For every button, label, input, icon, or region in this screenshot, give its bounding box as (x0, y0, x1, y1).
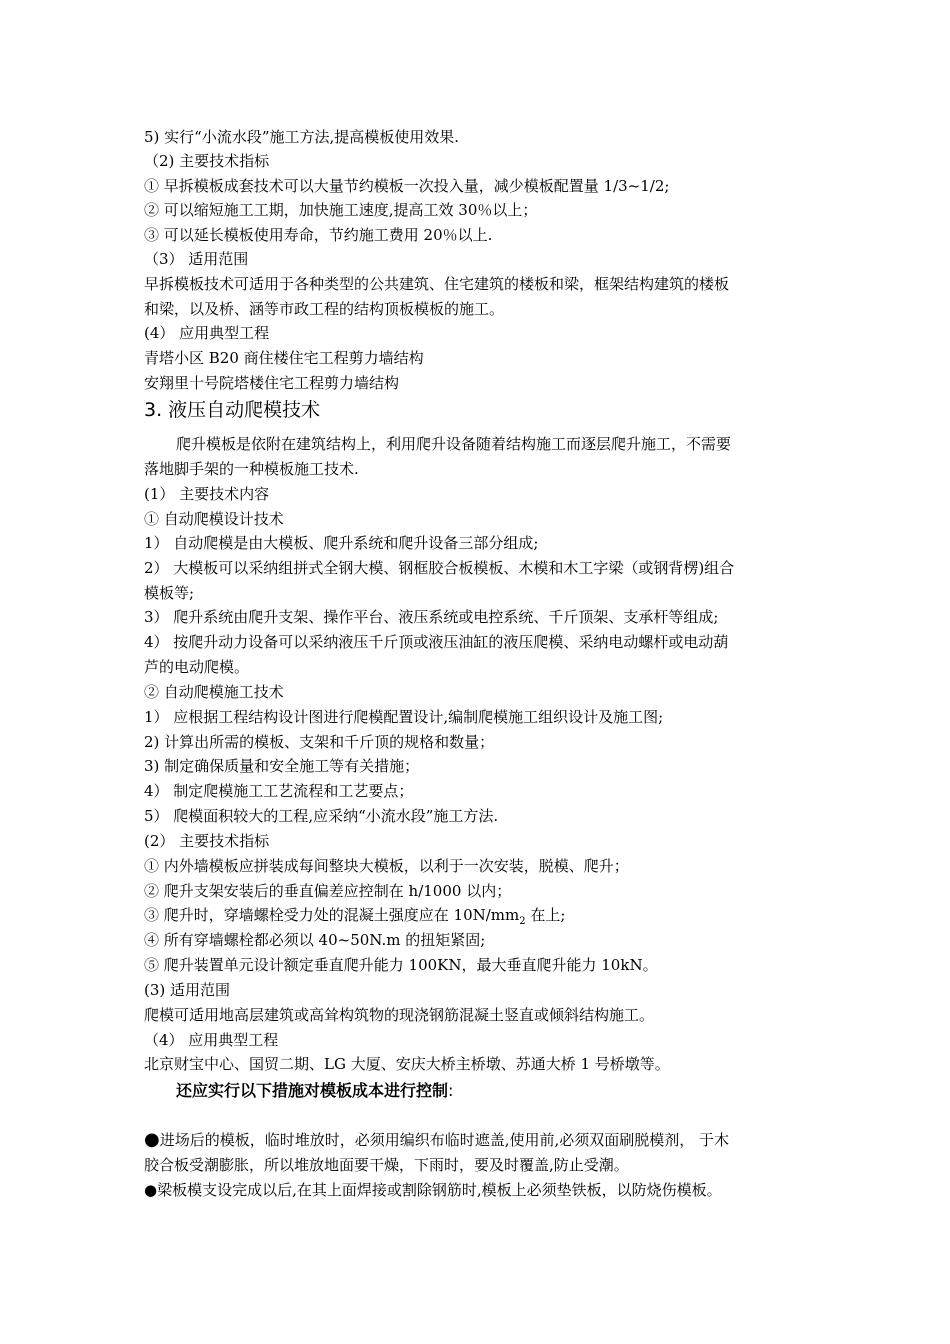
text-line: ① 内外墙模板应拼装成每间整块大模板，以利于一次安装，脱模、爬升； (144, 857, 629, 875)
subscript: 2 (519, 916, 526, 927)
text-line: 青塔小区 B20 商住楼住宅工程剪力墙结构 (144, 349, 424, 367)
text-line: ② 爬升支架安装后的垂直偏差应控制在 h/1000 以内； (144, 882, 512, 900)
text-line: 模板等; (144, 584, 195, 602)
text-line: 2) 计算出所需的模板、支架和千斤顶的规格和数量； (144, 733, 495, 751)
text-line: 安翔里十号院塔楼住宅工程剪力墙结构 (144, 374, 400, 392)
paragraph-line: 爬升模板是依附在建筑结构上，利用爬升设备随着结构施工而逐层爬升施工，不需要 (176, 435, 732, 453)
text-fragment: 进场后的模板，临时堆放时，必须用编织布临时遮盖,使用前,必须双面刷脱模剂， 于木 (159, 1131, 730, 1149)
bullet-line (144, 1180, 722, 1200)
text-line: 3) 制定确保质量和安全施工等有关措施； (144, 757, 420, 775)
section-heading: 3. 液压自动爬模技术 (144, 399, 321, 421)
bold-heading (176, 1080, 453, 1102)
text-line: ⑤ 爬升装置单元设计额定垂直爬升能力 100KN，最大垂直爬升能力 10kN。 (144, 956, 658, 974)
text-line: 4） 按爬升动力设备可以采纳液压千斤顶或液压油缸的液压爬模、采纳电动螺杆或电动葫 (144, 633, 729, 651)
text-line: 和梁，以及桥、涵等市政工程的结构顶板模板的施工。 (144, 300, 505, 318)
text-fragment: 还应实行以下措施对模板成本进行控制 (176, 1081, 449, 1100)
text-line: 1） 自动爬模是由大模板、爬升系统和爬升设备三部分组成; (144, 534, 539, 552)
text-line: 爬模可适用地高层建筑或高耸构筑物的现浇钢筋混凝土竖直或倾斜结构施工。 (144, 1006, 655, 1024)
subheading: （3） 适用范围 (144, 250, 249, 268)
text-line: 芦的电动爬模。 (144, 658, 250, 676)
text-line: 1） 应根据工程结构设计图进行爬模配置设计,编制爬模施工组织设计及施工图; (144, 708, 664, 726)
text-line: ③ 可以延长模板使用寿命，节约施工费用 20％以上. (144, 226, 493, 244)
text-fragment: 梁板模支设完成以后,在其上面焊接或割除钢筋时,模板上必须垫铁板，以防烧伤模板。 (157, 1181, 722, 1199)
text-line (144, 905, 565, 932)
text-line: 2） 大模板可以采纳组拼式全钢大模、钢框胶合板模板、木模和木工字梁（或钢背楞)组合 (144, 559, 735, 577)
subheading: （2) 主要技术指标 (144, 152, 270, 170)
text-line: 5) 实行“小流水段”施工方法,提高模板使用效果. (144, 128, 460, 146)
text-line: ② 可以缩短施工工期，加快施工速度,提高工效 30％以上； (144, 201, 538, 219)
subheading: （4） 应用典型工程 (144, 1031, 279, 1049)
bullet-icon: ● (144, 1181, 158, 1199)
subheading: (2） 主要技术指标 (144, 832, 270, 850)
text-line: 北京财宝中心、国贸二期、LG 大厦、安庆大桥主桥墩、苏通大桥 1 号桥墩等。 (144, 1055, 670, 1073)
bullet-icon: ● (144, 1129, 160, 1150)
text-line: 4） 制定爬模施工工艺流程和工艺要点； (144, 782, 414, 800)
text-fragment: ③ 爬升时，穿墙螺栓受力处的混凝土强度应在 10N/mm (144, 906, 520, 924)
text-line: 早拆模板技术可适用于各种类型的公共建筑、住宅建筑的楼板和梁，框架结构建筑的楼板 (144, 275, 730, 293)
subheading: (1） 主要技术内容 (144, 485, 270, 503)
text-line: 5） 爬模面积较大的工程,应采纳“小流水段”施工方法. (144, 807, 499, 825)
subheading: (4） 应用典型工程 (144, 324, 270, 342)
text-fragment: : (448, 1081, 454, 1100)
text-fragment: 在上; (525, 906, 566, 924)
text-line: ① 自动爬模设计技术 (144, 510, 284, 528)
text-line: ② 自动爬模施工技术 (144, 683, 284, 701)
text-line: ① 早拆模板成套技术可以大量节约模板一次投入量，减少模板配置量 1/3~1/2; (144, 177, 670, 195)
bullet-line (144, 1130, 729, 1150)
text-line: 落地脚手架的一种模板施工技术. (144, 460, 359, 478)
subheading: (3) 适用范围 (144, 981, 231, 999)
text-line: 胶合板受潮膨胀，所以堆放地面要干燥，下雨时，要及时覆盖,防止受潮。 (144, 1156, 629, 1174)
text-line: 3） 爬升系统由爬升支架、操作平台、液压系统或电控系统、千斤顶架、支承杆等组成; (144, 608, 719, 626)
text-line: ④ 所有穿墙螺栓都必须以 40~50N.m 的扭矩紧固; (144, 931, 486, 949)
